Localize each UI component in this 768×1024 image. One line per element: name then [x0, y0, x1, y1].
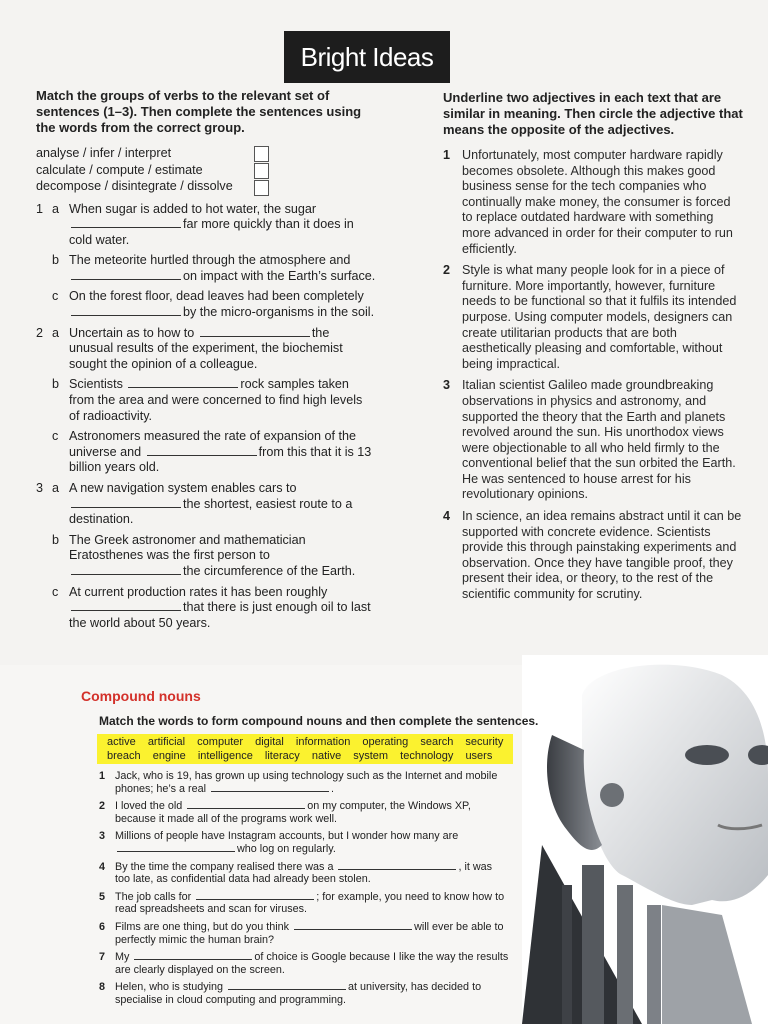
robot-illustration [522, 655, 768, 1024]
verb-groups [36, 146, 376, 196]
sentence-text: of choice is Google because I like the way the results are clearly displayed on the screen. [115, 951, 509, 976]
item-letter: b [52, 532, 60, 547]
answer-blank[interactable] [71, 564, 181, 575]
compound-sentences [99, 770, 509, 1012]
sentence-item [99, 921, 509, 946]
item-letter: a [52, 481, 60, 495]
answer-blank[interactable] [294, 921, 412, 930]
sentence-text: . [331, 782, 335, 795]
word-bank [97, 734, 513, 764]
answer-blank[interactable] [196, 891, 314, 900]
exercise-item [36, 429, 376, 476]
word-bank-item: engine [152, 750, 186, 762]
verb-group: calculate / compute / estimate [36, 162, 203, 177]
compound-instruction: Match the words to form compound nouns and then complete the sentences. [99, 714, 539, 728]
answer-blank[interactable] [211, 783, 329, 792]
paragraph-text: Italian scientist Galileo made groundbreaking observations in physics and astronomy, and supported the theory that the Earth and planets revolved around the sun. His unorthodox views were objectionable to all who held firmly to the conventional belief that the sun orbited the Earth. He was sentenced to house arrest for his revolutionary opinions. [462, 378, 736, 502]
answer-blank[interactable] [117, 843, 235, 852]
compound-title: Compound nouns [81, 688, 201, 704]
sentence-text: ; for example, you need to know how to read spreadsheets and scan for viruses. [115, 890, 505, 916]
sentence-item [99, 951, 509, 976]
answer-box[interactable] [254, 163, 269, 179]
item-letter: b [52, 377, 60, 392]
sentence-item [99, 830, 509, 855]
sentence-number: 5 [99, 890, 106, 903]
exercise-item [36, 481, 376, 528]
sentence-number: 8 [99, 981, 106, 994]
exercise-item [36, 377, 376, 424]
paragraph-number: 3 [443, 378, 451, 393]
sentence-text: The job calls for [115, 890, 192, 903]
answer-blank[interactable] [71, 305, 181, 316]
sentence-text: Jack, who is 19, has grown up using technology such as the Internet and mobile phones; he’s a real [115, 770, 498, 795]
word-bank-item: intelligence [197, 750, 253, 762]
item-letter: c [52, 584, 59, 599]
item-text: the shortest, easiest route to a destination. [69, 496, 353, 527]
robot-head-icon [522, 655, 768, 1024]
paragraph-text: Unfortunately, most computer hardware rapidly becomes obsolete. Although this makes good business sense for the tech companies who continually make money, the consumer is forced to replace outdated hardware with something more advanced in order for their computer to run efficiently. [462, 148, 733, 256]
paragraph-number: 1 [443, 148, 451, 162]
sentence-item [99, 981, 509, 1006]
exercise-item [36, 326, 376, 373]
sentence-number: 4 [99, 860, 106, 873]
word-bank-item: search [420, 736, 454, 748]
exercise-item [36, 585, 376, 632]
paragraph [443, 378, 743, 503]
paragraph [443, 509, 743, 603]
answer-blank[interactable] [228, 981, 346, 990]
answer-blank[interactable] [338, 861, 456, 870]
sentence-text: I loved the old [115, 800, 183, 813]
sentence-text: , it was too late, as confidential data had already been stolen. [115, 860, 493, 886]
item-text: On the forest floor, dead leaves had been completely [69, 289, 364, 304]
exercise-item [36, 533, 376, 580]
answer-box[interactable] [254, 180, 269, 196]
item-letter: a [52, 325, 60, 340]
paragraph-text: Style is what many people look for in a piece of furniture. More importantly, however, furniture needs to be functional so that it fulfils its intended purpose. Using computer models, designers can create utilitarian products that are both aesthetically pleasing and comfortable, without being impractical. [462, 263, 737, 371]
word-bank-item: system [353, 750, 389, 762]
answer-blank[interactable] [128, 377, 238, 388]
answer-blank[interactable] [147, 445, 257, 456]
sentence-text: Films are one thing, but do you think [115, 920, 290, 933]
item-text: At current production rates it has been roughly [69, 584, 328, 599]
answer-blank[interactable] [187, 800, 305, 809]
page-banner: Bright Ideas [284, 31, 450, 83]
item-text: When sugar is added to hot water, the sugar [69, 201, 317, 216]
word-bank-item: information [295, 736, 351, 748]
exercise-item [36, 202, 376, 249]
item-text: far more quickly than it does in cold water. [69, 217, 354, 247]
answer-blank[interactable] [71, 600, 181, 611]
item-number: 2 [36, 325, 44, 340]
word-bank-item: users [465, 750, 493, 762]
word-bank-item: computer [197, 736, 244, 748]
item-number: 3 [36, 481, 44, 495]
word-bank-item: active [107, 736, 136, 748]
item-text: rock samples taken from the area and were concerned to find high levels of radioactivity. [69, 377, 363, 423]
sentence-text: who log on regularly. [237, 842, 336, 855]
word-bank-item: security [465, 736, 504, 748]
sentence-text: By the time the company realised there was a [115, 860, 334, 873]
item-text: Astronomers measured the rate of expansion of the universe and [69, 429, 357, 459]
item-number: 1 [36, 201, 44, 216]
exercise-item [36, 289, 376, 320]
item-text: the circumference of the Earth. [183, 563, 356, 578]
word-bank-item: artificial [147, 736, 186, 748]
item-letter: c [52, 429, 59, 444]
item-text: The meteorite hurtled through the atmosphere and [69, 253, 351, 268]
item-letter: b [52, 253, 60, 268]
paragraph-text: In science, an idea remains abstract until it can be supported with concrete evidence. Scientists provide this through painstaking experiments and observation. Once they have tangible proof, they present their idea, or theory, to the rest of the scientific community for scrutiny. [462, 509, 742, 602]
word-bank-item: native [311, 750, 342, 762]
answer-box[interactable] [254, 146, 269, 162]
paragraph [443, 263, 743, 372]
item-letter: c [52, 289, 59, 304]
sentence-text: Millions of people have Instagram accounts, but I wonder how many are [115, 830, 459, 843]
sentence-item [99, 861, 509, 886]
word-bank-item: technology [400, 750, 454, 762]
sentence-text: at university, has decided to specialise in cloud computing and programming. [115, 981, 482, 1006]
verb-exercise [36, 88, 376, 636]
adjective-exercise [443, 90, 743, 609]
word-bank-item: digital [255, 736, 284, 748]
paragraph-number: 4 [443, 509, 451, 524]
sentence-text: on my computer, the Windows XP, because it made all of the programs work well. [115, 800, 471, 825]
word-bank-item: breach [107, 750, 141, 762]
item-text: by the micro-organisms in the soil. [183, 305, 375, 320]
sentence-item [99, 891, 509, 916]
sentence-item [99, 770, 509, 795]
item-text: the unusual results of the experiment, the biochemist sought the opinion of a colleague. [69, 325, 343, 371]
paragraph-number: 2 [443, 263, 451, 278]
word-bank-item: literacy [264, 750, 300, 762]
adjective-instruction: Underline two adjectives in each text that are similar in meaning. Then circle the adjective that means the opposite of the adjectives. [443, 90, 743, 137]
answer-blank[interactable] [71, 269, 181, 280]
sentence-number: 2 [99, 800, 106, 813]
word-bank-item: operating [362, 736, 409, 748]
answer-blank[interactable] [71, 217, 181, 228]
item-text: that there is just enough oil to last the world about 50 years. [69, 600, 371, 630]
item-text: Scientists [69, 377, 123, 392]
sentence-number: 7 [99, 951, 106, 964]
verb-group: decompose / disintegrate / dissolve [36, 179, 233, 193]
answer-blank[interactable] [200, 326, 310, 337]
answer-blank[interactable] [71, 497, 181, 508]
verb-instruction: Match the groups of verbs to the relevant set of sentences (1–3). Then complete the sentences using the words from the correct group. [36, 88, 362, 135]
paragraph [443, 148, 743, 257]
sentence-number: 3 [99, 830, 106, 843]
sentence-text: will ever be able to perfectly mimic the human brain? [115, 920, 504, 946]
item-text: The Greek astronomer and mathematician Eratosthenes was the first person to [69, 532, 306, 563]
sentence-item [99, 800, 509, 825]
sentence-number: 1 [99, 770, 106, 782]
answer-blank[interactable] [134, 951, 252, 960]
sentence-text: My [115, 951, 130, 964]
item-letter: a [52, 201, 60, 216]
sentence-number: 6 [99, 920, 106, 933]
item-text: A new navigation system enables cars to [69, 481, 297, 495]
sentence-text: Helen, who is studying [115, 981, 224, 994]
item-text: from this that it is 13 billion years old. [69, 444, 372, 475]
exercise-item [36, 253, 376, 284]
item-text: on impact with the Earth’s surface. [183, 268, 376, 283]
verb-group: analyse / infer / interpret [36, 146, 172, 160]
item-text: Uncertain as to how to [69, 325, 195, 340]
